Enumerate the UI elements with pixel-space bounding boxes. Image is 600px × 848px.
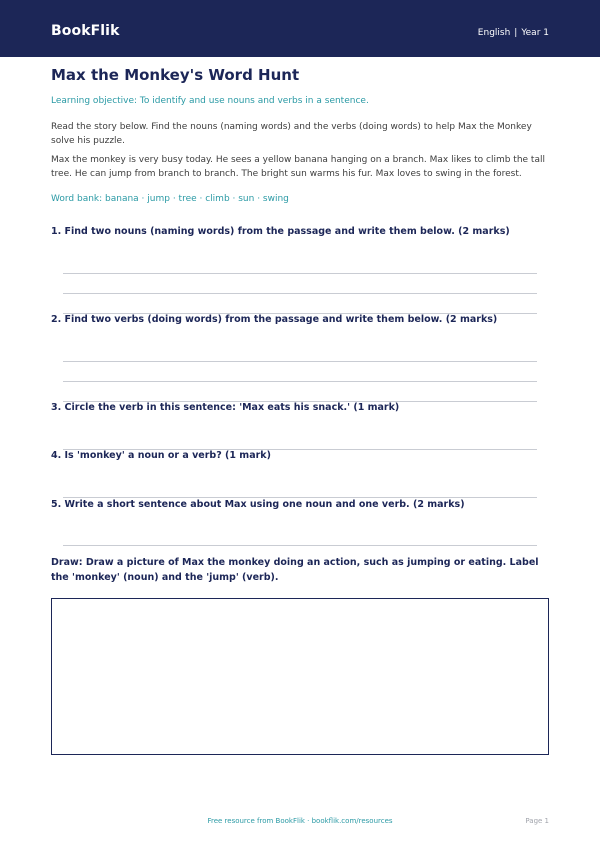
question-4: 4. Is 'monkey' a noun or a verb? (1 mark)	[51, 450, 271, 461]
page-number: Page 1	[525, 817, 549, 825]
answer-line-2a[interactable]	[63, 361, 537, 362]
footer-text[interactable]: Free resource from BookFlik · bookflik.com/resources	[207, 817, 393, 825]
answer-line-1a[interactable]	[63, 273, 537, 274]
separator: |	[514, 28, 518, 38]
question-2: 2. Find two verbs (doing words) from the passage and write them below. (2 marks)	[51, 314, 498, 325]
drawing-box[interactable]	[51, 598, 549, 755]
answer-line-5[interactable]	[63, 545, 537, 546]
worksheet-title: Max the Monkey's Word Hunt	[51, 66, 300, 84]
question-1: 1. Find two nouns (naming words) from the passage and write them below. (2 marks)	[51, 226, 510, 237]
story-passage: Max the monkey is very busy today. He sees a yellow banana hanging on a branch. Max likes to climb the tall tree. He can jump from branch to branch. The bright sun warms his fur. Max loves to swing in the forest.	[51, 155, 545, 179]
word-bank: Word bank: banana · jump · tree · climb · sun · swing	[51, 194, 289, 204]
header-bar	[0, 0, 600, 57]
subject-label: English	[477, 28, 511, 38]
answer-line-1b[interactable]	[63, 293, 537, 294]
brand-logo[interactable]: BookFlik	[51, 23, 120, 39]
question-5: 5. Write a short sentence about Max using one noun and one verb. (2 marks)	[51, 499, 465, 510]
instructions-text: Read the story below. Find the nouns (naming words) and the verbs (doing words) to help Max the Monkey solve his puzzle.	[51, 122, 532, 146]
question-3: 3. Circle the verb in this sentence: 'Max eats his snack.' (1 mark)	[51, 402, 400, 413]
draw-task: Draw: Draw a picture of Max the monkey doing an action, such as jumping or eating. Label the 'monkey' (noun) and the 'jump' (verb).	[51, 557, 539, 583]
learning-objective: Learning objective: To identify and use nouns and verbs in a sentence.	[51, 96, 369, 106]
year-label: Year 1	[521, 28, 549, 38]
subject-year-label	[478, 28, 549, 38]
answer-line-2b[interactable]	[63, 381, 537, 382]
